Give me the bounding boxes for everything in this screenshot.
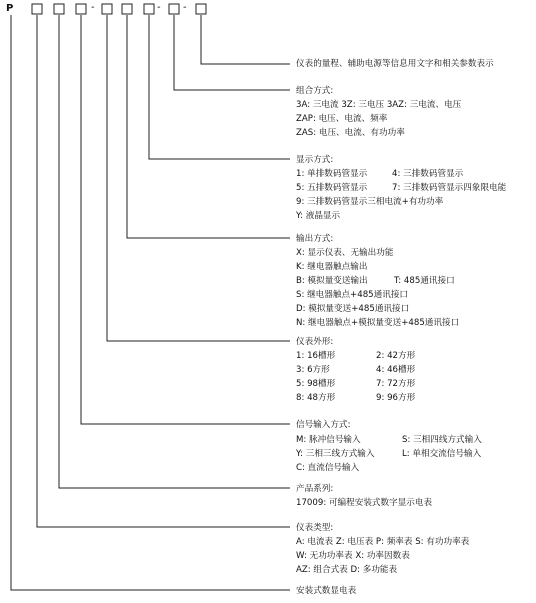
code-separator: - [91,2,95,13]
appearance-item: 1: 16槽形 [296,351,336,361]
signal-input-item: Y: 三相三线方式输入 [296,449,375,459]
leader-display-info [201,15,290,64]
appearance-item: 3: 6方形 [296,365,330,375]
code-box-6 [144,4,154,14]
appearance-item: 4: 46槽形 [376,365,416,375]
output-mode-item: K: 继电器触点输出 [296,262,368,272]
code-separator: - [183,2,187,13]
code-box-5 [122,4,132,14]
display-mode-item: 5: 五排数码管显示 [296,183,368,193]
output-mode-item: N: 继电器触点+模拟量变送+485通讯接口 [296,318,460,328]
product-series-line: 17009: 可编程安装式数字显示电表 [296,498,433,508]
leader-footer [11,15,290,590]
appearance-item: 8: 48方形 [296,393,336,403]
output-mode-item: T: 485通讯接口 [394,276,455,286]
product-series-title: 产品系列: [296,484,334,494]
signal-input-title: 信号输入方式: [296,420,351,430]
output-mode-item: X: 显示仪表、无输出功能 [296,248,394,258]
signal-input-item: C: 直流信号输入 [296,463,360,473]
code-box-8 [196,4,206,14]
display-mode-item: 4: 三排数码管显示 [392,169,464,179]
signal-input-item: S: 三相四线方式输入 [402,435,482,445]
model-prefix: P [6,3,14,14]
display-mode-item: 1: 单排数码管显示 [296,169,368,179]
output-mode-item: B: 模拟量变送输出 [296,276,368,286]
signal-input-item: M: 脉冲信号输入 [296,435,361,445]
code-box-4 [102,4,112,14]
leader-display-mode [149,15,290,159]
combination-line: ZAS: 电压、电流、有功功率 [296,128,405,138]
leader-output-mode [127,15,290,238]
signal-input-item: L: 单相交流信号输入 [402,449,482,459]
appearance-item: 2: 42方形 [376,351,416,361]
display-mode-item: Y: 液晶显示 [296,211,341,221]
meter-type-line: A: 电流表 Z: 电压表 P: 频率表 S: 有功功率表 [296,537,470,547]
display-info-title: 仪表的量程、辅助电源等信息用文字和相关参数表示 [296,59,494,69]
leader-meter-type [37,15,290,527]
combination-title: 组合方式: [296,86,334,96]
display-mode-title: 显示方式: [296,155,334,165]
appearance-item: 5: 98槽形 [296,379,336,389]
footer-title: 安装式数显电表 [296,586,357,596]
appearance-title: 仪表外形: [296,337,334,347]
display-mode-item: 7: 三排数码管显示四象限电能 [392,183,507,193]
code-box-2 [54,4,64,14]
display-mode-item: 9: 三排数码管显示三相电流+有功功率 [296,197,444,207]
meter-type-line: AZ: 组合式表 D: 多功能表 [296,565,398,575]
code-separator: - [157,2,161,13]
leader-combination [174,15,290,90]
combination-line: 3A: 三电流 3Z: 三电压 3AZ: 三电流、电压 [296,100,462,110]
code-box-7 [169,4,179,14]
appearance-item: 7: 72方形 [376,379,416,389]
meter-type-line: W: 无功功率表 X: 功率因数表 [296,551,410,561]
output-mode-item: S: 继电器触点+485通讯接口 [296,290,409,300]
code-box-1 [32,4,42,14]
appearance-item: 9: 96方形 [376,393,416,403]
combination-line: ZAP: 电压、电流、频率 [296,114,388,124]
output-mode-title: 输出方式: [296,234,334,244]
meter-type-title: 仪表类型: [296,523,334,533]
code-box-3 [76,4,86,14]
leader-signal-input [81,15,290,424]
output-mode-item: D: 模拟量变送+485通讯接口 [296,304,410,314]
